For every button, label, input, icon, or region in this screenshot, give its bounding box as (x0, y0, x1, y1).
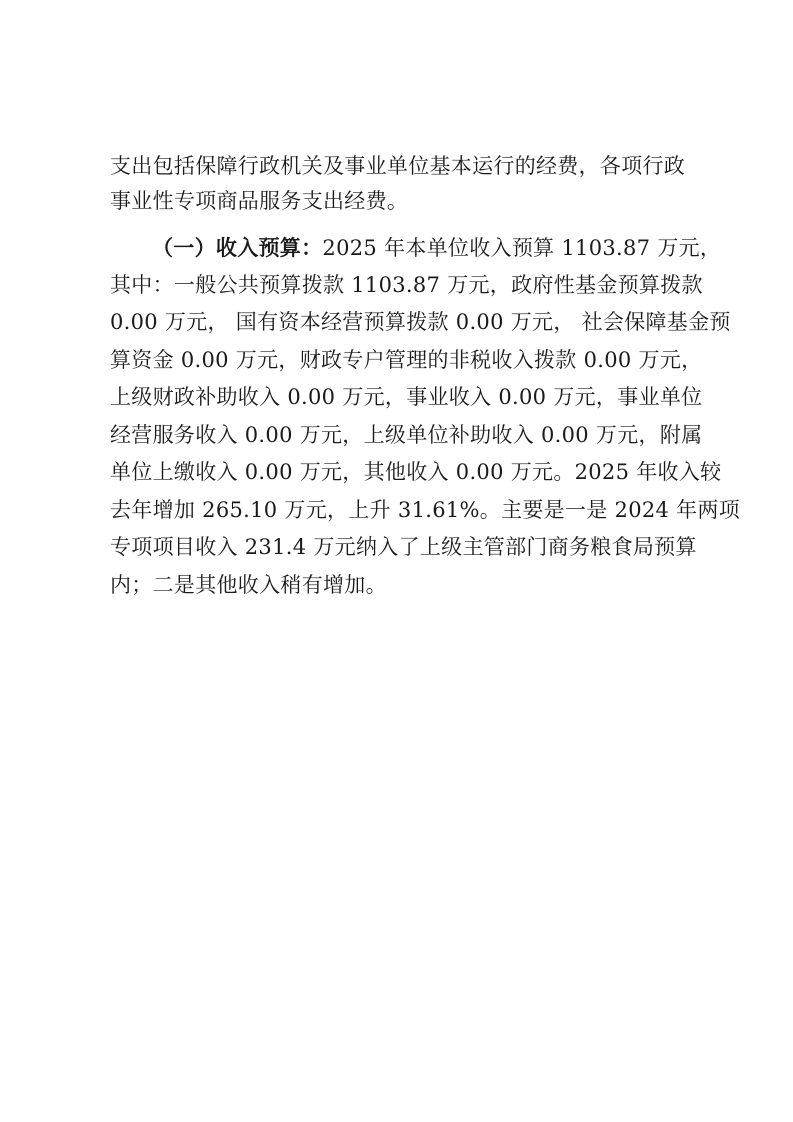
paragraph-line: 单位上缴收入 0.00 万元，其他收入 0.00 万元。2025 年收入较 (110, 460, 722, 484)
section-heading: （一）收入预算： (152, 236, 323, 260)
paragraph-line: 上级财政补助收入 0.00 万元，事业收入 0.00 万元，事业单位 (110, 385, 703, 409)
paragraph-line: 0.00 万元， 国有资本经营预算拨款 0.00 万元， 社会保障基金预 (110, 310, 731, 334)
paragraph-text: 2025 年本单位收入预算 1103.87 万元， (322, 236, 722, 260)
paragraph-line: 专项项目收入 231.4 万元纳入了上级主管部门商务粮食局预算 (110, 535, 697, 559)
paragraph-line: 事业性专项商品服务支出经费。 (110, 189, 409, 213)
paragraph-line: 其中：一般公共预算拨款 1103.87 万元，政府性基金预算拨款 (110, 273, 703, 297)
paragraph-line: 内；二是其他收入稍有增加。 (110, 573, 387, 597)
paragraph-line: 算资金 0.00 万元，财政专户管理的非税收入拨款 0.00 万元， (110, 348, 703, 372)
section-heading-line (152, 233, 722, 263)
paragraph-line: 支出包括保障行政机关及事业单位基本运行的经费，各项行政 (110, 154, 686, 178)
paragraph-line: 经营服务收入 0.00 万元，上级单位补助收入 0.00 万元，附属 (110, 423, 703, 447)
paragraph-line: 去年增加 265.10 万元，上升 31.61%。主要是一是 2024 年两项 (110, 498, 741, 522)
